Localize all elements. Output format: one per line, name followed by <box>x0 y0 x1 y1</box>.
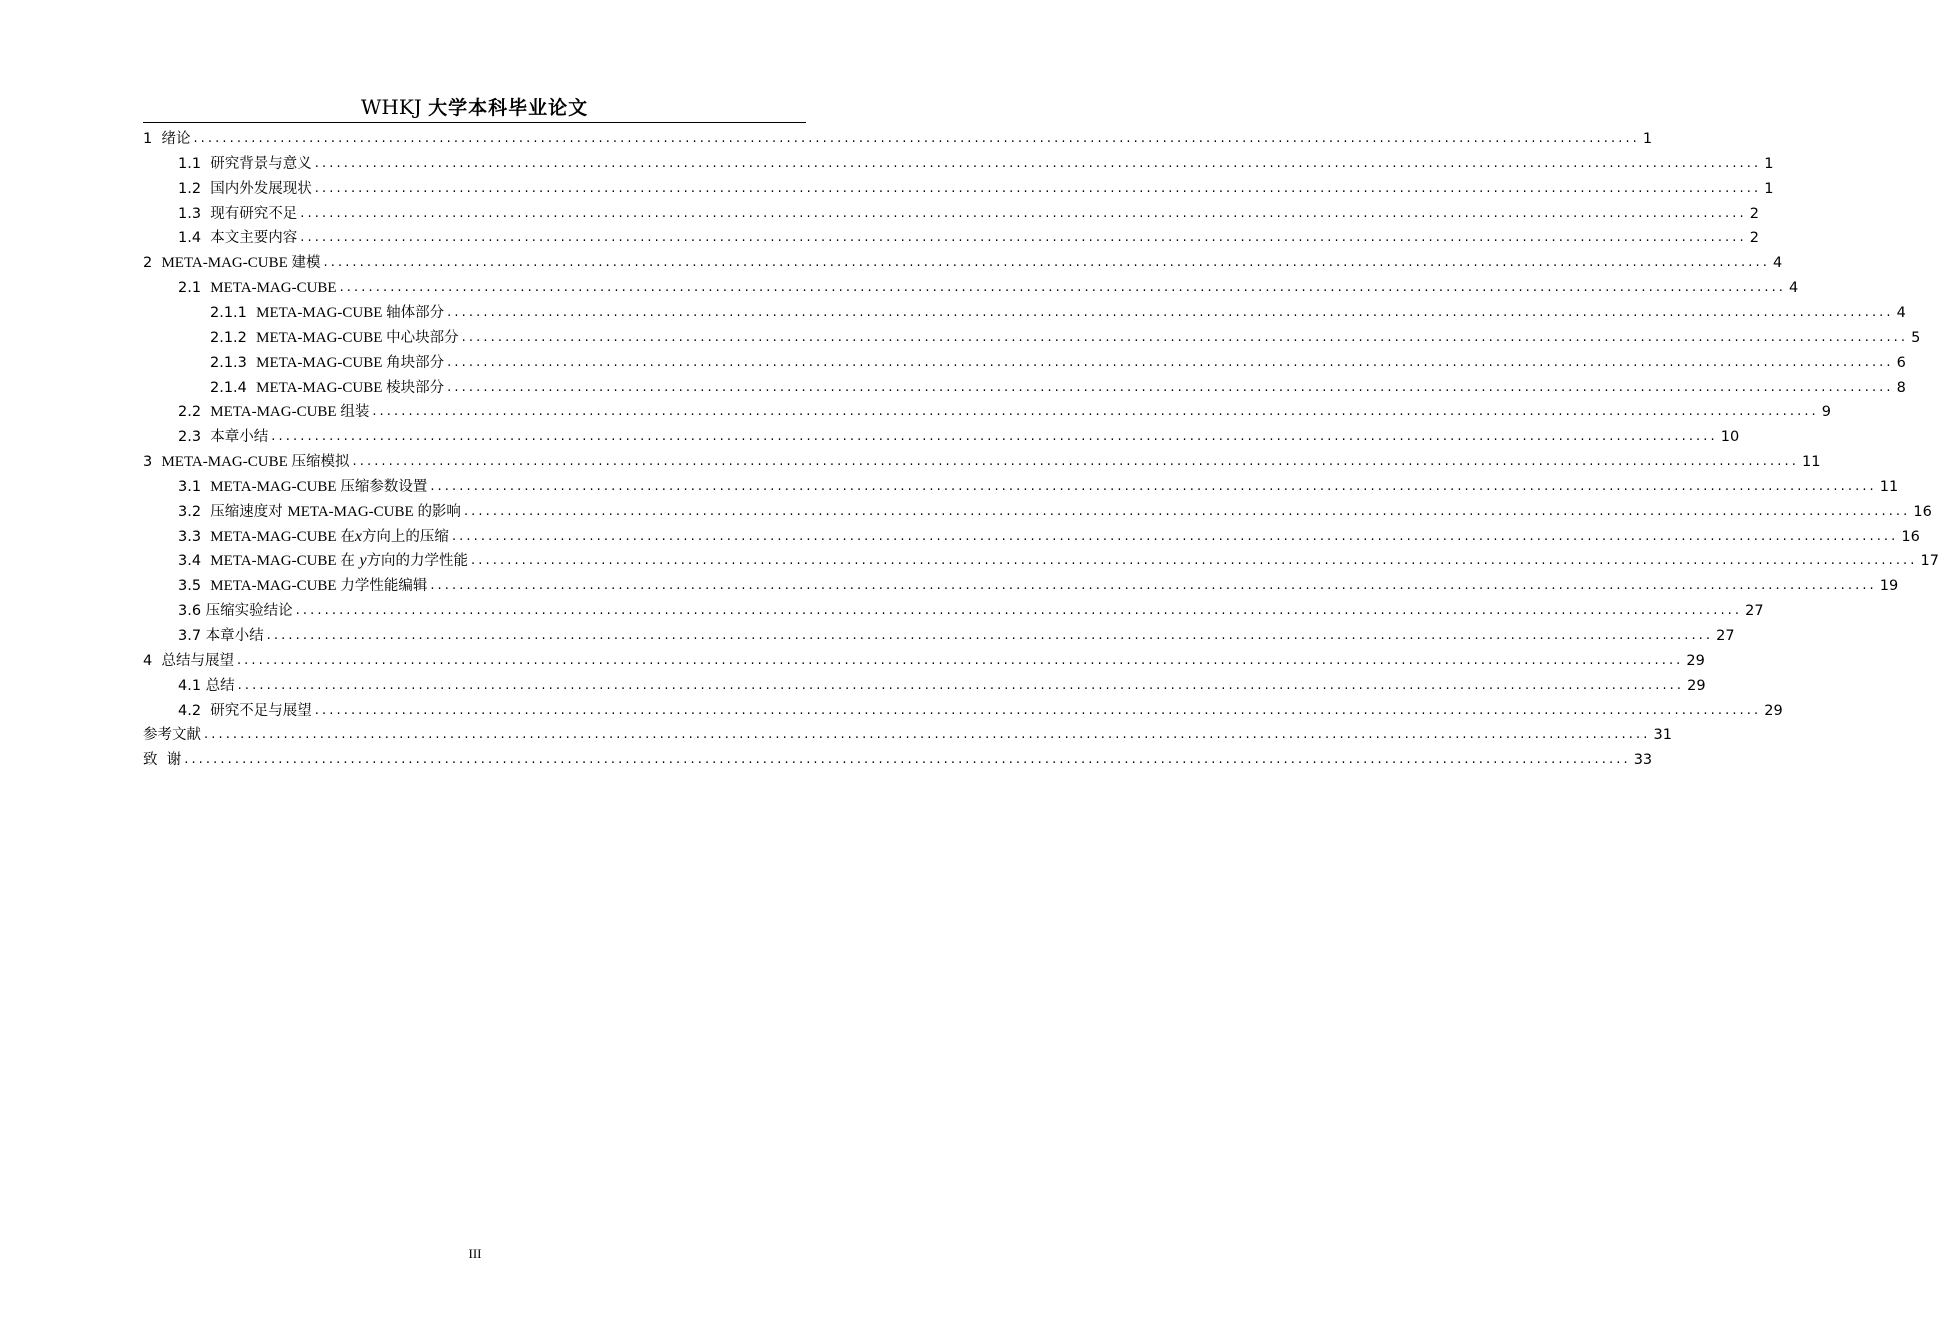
toc-entry[interactable] <box>143 174 1774 198</box>
toc-entry-number: 1 <box>143 131 162 147</box>
toc-dot-leader: ........................................................................................................................................................................................................ <box>314 702 1762 718</box>
toc-entry[interactable] <box>143 671 1706 695</box>
toc-entry-page: 2 <box>1749 205 1759 222</box>
toc-dot-leader: ........................................................................................................................................................................................................ <box>372 404 1819 420</box>
toc-title-segment: META-MAG-CUBE <box>161 255 292 272</box>
toc-entry-title <box>256 379 444 397</box>
toc-entry-title <box>206 627 264 645</box>
toc-entry[interactable] <box>143 273 1799 297</box>
toc-entry-title <box>256 329 459 347</box>
toc-title-segment: 在 <box>340 528 355 545</box>
toc-entry-page: 27 <box>1716 628 1735 644</box>
toc-entry-title <box>206 602 293 620</box>
toc-entry-page: 1 <box>1764 155 1774 172</box>
toc-entry-title <box>161 652 234 670</box>
toc-entry-title <box>210 552 468 570</box>
toc-entry-page: 17 <box>1920 553 1939 570</box>
toc-entry-title <box>161 254 320 272</box>
toc-entry[interactable] <box>143 646 1705 670</box>
toc-entry-page: 27 <box>1745 603 1764 620</box>
toc-entry-number: 3.4 <box>178 553 211 570</box>
toc-dot-leader: ........................................................................................................................................................................................................ <box>430 478 1877 494</box>
toc-entry-number: 4.1 <box>178 677 206 694</box>
toc-title-segment: 致 谢 <box>143 752 182 769</box>
toc-title-segment: 本章小结 <box>210 429 269 446</box>
toc-entry-page: 16 <box>1901 528 1920 545</box>
toc-entry-number: 3.1 <box>178 478 211 495</box>
toc-title-segment: 现有研究不足 <box>210 205 298 222</box>
toc-entry-page: 11 <box>1879 478 1899 495</box>
toc-entry-title <box>210 528 449 546</box>
toc-entry-title <box>210 229 297 247</box>
toc-entry-number: 3 <box>143 454 162 471</box>
toc-title-segment: 棱块部分 <box>386 379 445 396</box>
toc-title-segment: META-MAG-CUBE <box>210 404 341 421</box>
toc-title-segment: 中心块部分 <box>386 329 459 346</box>
header-title: 大学本科毕业论文 <box>428 97 589 119</box>
toc-title-segment: 本文主要内容 <box>210 230 298 247</box>
toc-dot-leader: ........................................................................................................................................................................................................ <box>447 379 1894 395</box>
toc-entry-page: 1 <box>1642 131 1653 147</box>
toc-entry-number: 3.6 <box>178 603 206 620</box>
toc-dot-leader: ........................................................................................................................................................................................................ <box>204 727 1651 743</box>
toc-title-segment: x <box>354 527 362 545</box>
toc-dot-leader: ........................................................................................................................................................................................................ <box>352 454 1799 470</box>
toc-entry-page: 29 <box>1764 702 1783 719</box>
toc-title-segment: META-MAG-CUBE <box>287 503 418 520</box>
toc-entry-title <box>161 130 190 148</box>
toc-title-segment: META-MAG-CUBE <box>256 329 387 346</box>
toc-entry[interactable] <box>143 323 1921 347</box>
toc-entry[interactable] <box>143 422 1740 446</box>
toc-title-segment: 建模 <box>291 255 321 272</box>
toc-dot-leader: ........................................................................................................................................................................................................ <box>314 155 1762 171</box>
toc-title-segment: 压缩速度对 <box>210 503 288 520</box>
toc-entry-title <box>143 726 201 744</box>
toc-entry[interactable] <box>143 447 1821 471</box>
toc-title-segment: 组装 <box>340 404 370 421</box>
toc-entry[interactable] <box>143 546 1939 570</box>
toc-entry-title <box>210 279 336 297</box>
toc-entry-number: 4 <box>143 652 162 669</box>
toc-entry-number: 2.1.1 <box>210 304 257 321</box>
toc-entry-number: 1.2 <box>178 180 211 197</box>
toc-entry-title <box>206 677 235 695</box>
toc-entry[interactable] <box>143 149 1774 173</box>
toc-title-segment: 的影响 <box>417 503 461 520</box>
toc-entry[interactable] <box>143 571 1899 595</box>
toc-dot-leader: ........................................................................................................................................................................................................ <box>271 429 1718 445</box>
toc-entry[interactable] <box>143 124 1653 148</box>
toc-title-segment: 国内外发展现状 <box>210 180 312 197</box>
toc-title-segment: 总结 <box>205 677 235 694</box>
toc-title-segment: META-MAG-CUBE <box>210 553 341 570</box>
toc-entry-title <box>210 503 461 521</box>
toc-entry[interactable] <box>143 373 1906 397</box>
header-prefix: WHKJ <box>360 95 422 119</box>
toc-title-segment: 压缩参数设置 <box>340 478 428 495</box>
toc-entry-title <box>210 155 312 173</box>
toc-entry-page: 8 <box>1896 379 1906 396</box>
toc-entry-title <box>210 577 427 595</box>
toc-title-segment: 压缩模拟 <box>291 454 350 471</box>
toc-title-segment: 研究不足与展望 <box>210 702 312 719</box>
toc-entry[interactable] <box>143 248 1783 272</box>
toc-dot-leader: ........................................................................................................................................................................................................ <box>300 205 1747 221</box>
toc-entry-page: 1 <box>1764 180 1774 197</box>
toc-dot-leader: ........................................................................................................................................................................................................ <box>323 255 1770 271</box>
toc-dot-leader: ........................................................................................................................................................................................................ <box>463 503 1911 519</box>
toc-entry[interactable] <box>143 522 1920 546</box>
toc-entry[interactable] <box>143 621 1735 645</box>
toc-entry-title <box>210 403 369 421</box>
toc-entry-page: 10 <box>1720 429 1740 446</box>
toc-entry-page: 6 <box>1896 354 1906 371</box>
toc-entry-page: 9 <box>1821 404 1832 421</box>
toc-entry-number: 2.3 <box>178 429 211 446</box>
toc-title-segment: 方向上的压缩 <box>361 528 449 545</box>
toc-title-segment: META-MAG-CUBE <box>256 304 387 321</box>
toc-title-segment: 方向的力学性能 <box>366 553 469 570</box>
toc-entry[interactable] <box>143 397 1832 421</box>
toc-title-segment: 总结与展望 <box>161 652 234 669</box>
toc-entry-number: 1.1 <box>178 155 211 172</box>
toc-entry-page: 19 <box>1879 578 1899 595</box>
toc-title-segment: y <box>359 552 367 570</box>
toc-title-segment: META-MAG-CUBE <box>256 379 387 396</box>
toc-entry-title <box>210 702 312 720</box>
toc-entry[interactable] <box>143 497 1932 521</box>
toc-entry-page: 4 <box>1772 255 1783 272</box>
toc-title-segment: META-MAG-CUBE <box>210 478 341 495</box>
toc-title-segment: META-MAG-CUBE <box>210 578 341 595</box>
toc-title-segment: 轴体部分 <box>386 304 445 321</box>
toc-entry-page: 31 <box>1653 727 1672 744</box>
toc-title-segment: META-MAG-CUBE <box>210 280 337 297</box>
toc-entry-number: 1.3 <box>178 205 211 222</box>
toc-entry-number: 2.1.3 <box>210 354 257 371</box>
toc-dot-leader: ........................................................................................................................................................................................................ <box>193 131 1640 146</box>
toc-title-segment: 在 <box>340 553 360 570</box>
toc-entry-title <box>210 428 268 446</box>
toc-entry-number: 3.7 <box>178 628 206 644</box>
page-header <box>143 94 806 123</box>
toc-entry[interactable] <box>143 298 1906 322</box>
toc-title-segment: 参考文献 <box>143 727 201 744</box>
toc-dot-leader: ........................................................................................................................................................................................................ <box>430 578 1877 594</box>
toc-title-segment: 角块部分 <box>386 354 445 371</box>
toc-dot-leader: ........................................................................................................................................................................................................ <box>295 603 1743 619</box>
toc-entry[interactable] <box>143 472 1899 496</box>
toc-entry-page: 2 <box>1749 230 1759 247</box>
toc-entry-title <box>256 304 444 322</box>
toc-dot-leader: ........................................................................................................................................................................................................ <box>447 354 1894 370</box>
toc-title-segment: META-MAG-CUBE <box>161 454 292 471</box>
toc-entry[interactable] <box>143 223 1759 247</box>
toc-entry[interactable] <box>143 696 1783 720</box>
toc-entry-page: 16 <box>1913 503 1932 520</box>
toc-entry-title <box>143 751 181 769</box>
toc-dot-leader: ........................................................................................................................................................................................................ <box>300 230 1747 246</box>
page-number: III <box>468 1246 482 1261</box>
toc-entry[interactable] <box>143 745 1653 769</box>
toc-dot-leader: ........................................................................................................................................................................................................ <box>314 180 1762 196</box>
toc-entry-number: 2.1.2 <box>210 329 257 346</box>
toc-entry-number: 1.4 <box>178 230 211 247</box>
toc-entry-page: 4 <box>1789 280 1799 297</box>
toc-title-segment: 研究背景与意义 <box>210 155 312 172</box>
toc-entry-number: 3.2 <box>178 503 211 520</box>
toc-title-segment: META-MAG-CUBE <box>256 354 387 371</box>
toc-entry-title <box>210 180 312 198</box>
toc-title-segment: 本章小结 <box>205 628 264 644</box>
toc-entry-page: 29 <box>1686 652 1705 669</box>
toc-entry-number: 2.2 <box>178 404 211 421</box>
toc-entry-title <box>210 205 297 223</box>
toc-entry-number: 2.1.4 <box>210 379 257 396</box>
toc-entry[interactable] <box>143 348 1906 372</box>
toc-entry-title <box>161 453 349 471</box>
toc-dot-leader: ........................................................................................................................................................................................................ <box>237 677 1685 693</box>
toc-entry-page: 33 <box>1633 752 1653 769</box>
toc-entry-page: 4 <box>1896 304 1906 321</box>
toc-dot-leader: ........................................................................................................................................................................................................ <box>471 553 1918 569</box>
toc-entry-title <box>256 354 444 372</box>
toc-dot-leader: ........................................................................................................................................................................................................ <box>266 628 1714 643</box>
toc-entry-number: 2 <box>143 255 162 272</box>
toc-dot-leader: ........................................................................................................................................................................................................ <box>447 304 1894 320</box>
toc-entry[interactable] <box>143 596 1764 620</box>
toc-dot-leader: ........................................................................................................................................................................................................ <box>236 652 1684 668</box>
toc-entry-page: 11 <box>1801 454 1821 471</box>
toc-entry-number: 4.2 <box>178 702 211 719</box>
toc-entry[interactable] <box>143 199 1759 223</box>
toc-dot-leader: ........................................................................................................................................................................................................ <box>451 528 1899 544</box>
toc-title-segment: 压缩实验结论 <box>205 603 293 620</box>
toc-title-segment: 力学性能编辑 <box>340 578 428 595</box>
toc-entry-number: 2.1 <box>178 280 211 297</box>
toc-dot-leader: ........................................................................................................................................................................................................ <box>339 280 1787 296</box>
toc-title-segment: 绪论 <box>161 131 191 147</box>
toc-entry-page: 5 <box>1911 329 1921 346</box>
toc-dot-leader: ........................................................................................................................................................................................................ <box>184 752 1631 768</box>
toc-title-segment: META-MAG-CUBE <box>210 528 341 545</box>
toc-entry-number: 3.3 <box>178 528 211 545</box>
toc-entry-number: 3.5 <box>178 578 211 595</box>
toc-entry-page: 29 <box>1687 677 1706 694</box>
toc-entry[interactable] <box>143 720 1672 744</box>
toc-entry-title <box>210 478 427 496</box>
toc-dot-leader: ........................................................................................................................................................................................................ <box>461 329 1909 345</box>
